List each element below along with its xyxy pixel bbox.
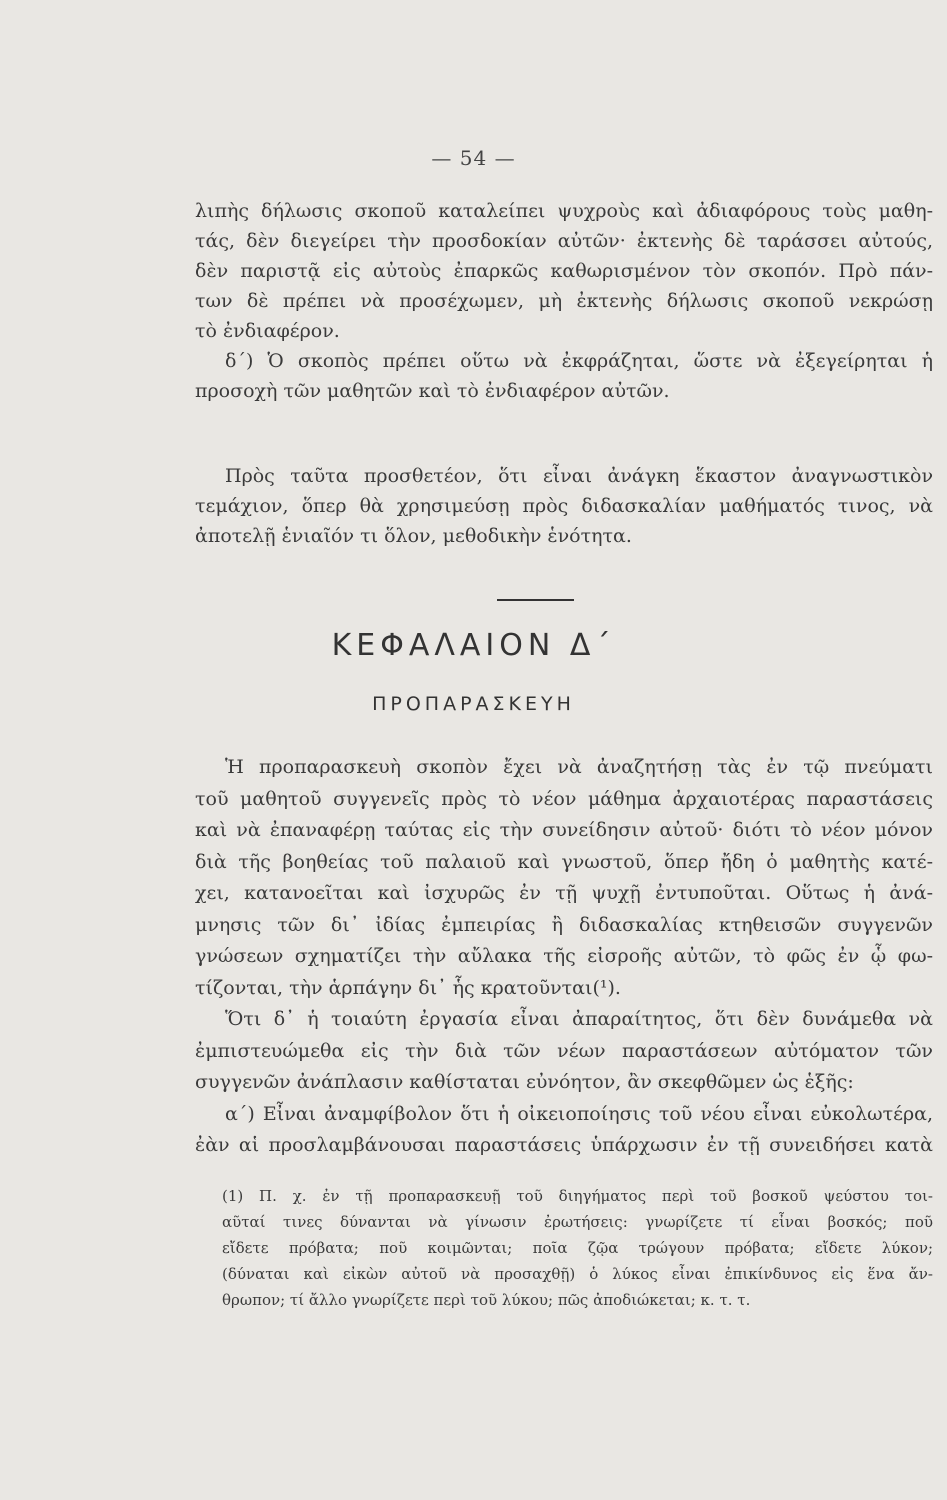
text-line: των δὲ πρέπει νὰ προσέχωμεν, μὴ ἐκτενὴς δήλωσις σκοποῦ νεκρώσῃ <box>195 290 933 312</box>
text-line: δὲν παριστᾷ εἰς αὐτοὺς ἐπαρκῶς καθωρισμένον τὸν σκοπόν. Πρὸ πάν- <box>195 260 933 282</box>
text-line: τάς, δὲν διεγείρει τὴν προσδοκίαν αὐτῶν· ἐκτενὴς δὲ ταράσσει αὐτούς, <box>195 230 933 252</box>
text-line: Πρὸς ταῦτα προσθετέον, ὅτι εἶναι ἀνάγκη ἕκαστον ἀναγνωστικὸν <box>225 465 933 487</box>
footnote-line: θρωπον; τί ἄλλο γνωρίζετε περὶ τοῦ λύκου; πῶς ἀποδιώκεται; κ. τ. τ. <box>222 1291 751 1309</box>
intro-paragraph <box>195 196 933 406</box>
text-line: Ἡ προπαρασκευὴ σκοπὸν ἔχει νὰ ἀναζητήσῃ τὰς ἐν τῷ πνεύματι <box>225 756 933 778</box>
second-paragraph <box>195 461 933 551</box>
main-text <box>195 752 933 1162</box>
text-line: ἀποτελῇ ἑνιαῖόν τι ὅλον, μεθοδικὴν ἑνότητα. <box>195 525 632 547</box>
text-line: τοῦ μαθητοῦ συγγενεῖς πρὸς τὸ νέον μάθημα ἀρχαιοτέρας παραστάσεις <box>195 787 933 810</box>
section-divider <box>497 599 574 601</box>
text-line: λιπὴς δήλωσις σκοποῦ καταλείπει ψυχροὺς καὶ ἀδιαφόρους τοὺς μαθη- <box>195 200 933 222</box>
footnote-line: αῦταί τινες δύνανται νὰ γίνωσιν ἐρωτήσεις: γνωρίζετε τί εἶναι βοσκός; ποῦ <box>222 1213 933 1231</box>
text-line: καὶ νὰ ἐπαναφέρῃ ταύτας εἰς τὴν συνείδησιν αὐτοῦ· διότι τὸ νέον μόνον <box>195 819 933 841</box>
text-line: προσοχὴ τῶν μαθητῶν καὶ τὸ ἐνδιαφέρον αὐτῶν. <box>195 380 670 402</box>
footnote <box>222 1183 933 1313</box>
chapter-title: ΚΕΦΑΛΑΙΟΝ Δ΄ <box>331 628 616 663</box>
text-line: ἐμπιστευώμεθα εἰς τὴν διὰ τῶν νέων παραστάσεων αὐτόματον τῶν <box>195 1039 933 1062</box>
text-line: δ΄) Ὁ σκοπὸς πρέπει οὕτω νὰ ἐκφράζηται, ὥστε νὰ ἐξεγείρηται ἡ <box>225 350 933 372</box>
text-line: μνησις τῶν δι᾽ ἰδίας ἐμπειρίας ἢ διδασκαλίας κτηθεισῶν συγγενῶν <box>195 913 933 936</box>
text-line: συγγενῶν ἀνάπλασιν καθίσταται εὐνόητον, ἂν σκεφθῶμεν ὡς ἑξῆς: <box>195 1071 854 1093</box>
text-line: διὰ τῆς βοηθείας τοῦ παλαιοῦ καὶ γνωστοῦ, ὅπερ ἤδη ὁ μαθητὴς κατέ- <box>195 850 933 873</box>
footnote-line: (δύναται καὶ εἰκὼν αὐτοῦ νὰ προσαχθῇ) ὁ λύκος εἶναι ἐπικίνδυνος εἰς ἕνα ἄν- <box>222 1265 933 1283</box>
text-line: τεμάχιον, ὅπερ θὰ χρησιμεύσῃ πρὸς διδασκαλίαν μαθήματός τινος, νὰ <box>195 495 933 517</box>
text-line: ἐὰν αἱ προσλαμβάνουσαι παραστάσεις ὑπάρχωσιν ἐν τῇ συνειδήσει κατὰ <box>195 1134 933 1156</box>
text-line: τὸ ἐνδιαφέρον. <box>195 320 340 342</box>
text-line: α΄) Εἶναι ἀναμφίβολον ὅτι ἡ οἰκειοποίησις τοῦ νέου εἶναι εὐκολωτέρα, <box>225 1102 933 1125</box>
text-line: γνώσεων σχηματίζει τὴν αὔλακα τῆς εἰσροῆς αὐτῶν, τὸ φῶς ἐν ᾧ φω- <box>195 945 933 967</box>
section-title: ΠΡΟΠΑΡΑΣΚΕΥΗ <box>372 693 575 715</box>
text-line: Ὅτι δ᾽ ἡ τοιαύτη ἐργασία εἶναι ἀπαραίτητος, ὅτι δὲν δυνάμεθα νὰ <box>225 1008 933 1030</box>
footnote-line: εἴδετε πρόβατα; ποῦ κοιμῶνται; ποῖα ζῷα τρώγουν πρόβατα; εἴδετε λύκον; <box>222 1239 933 1257</box>
text-line: τίζονται, τὴν ἁρπάγην δι᾽ ἧς κρατοῦνται(¹). <box>195 976 621 999</box>
text-line: χει, κατανοεῖται καὶ ἰσχυρῶς ἐν τῇ ψυχῇ ἐντυποῦται. Οὕτως ἡ ἀνά- <box>195 882 933 904</box>
page-number: — 54 — <box>431 146 516 170</box>
footnote-line: (1) Π. χ. ἐν τῇ προπαρασκευῇ τοῦ διηγήματος περὶ τοῦ βοσκοῦ ψεύστου τοι- <box>222 1187 933 1205</box>
